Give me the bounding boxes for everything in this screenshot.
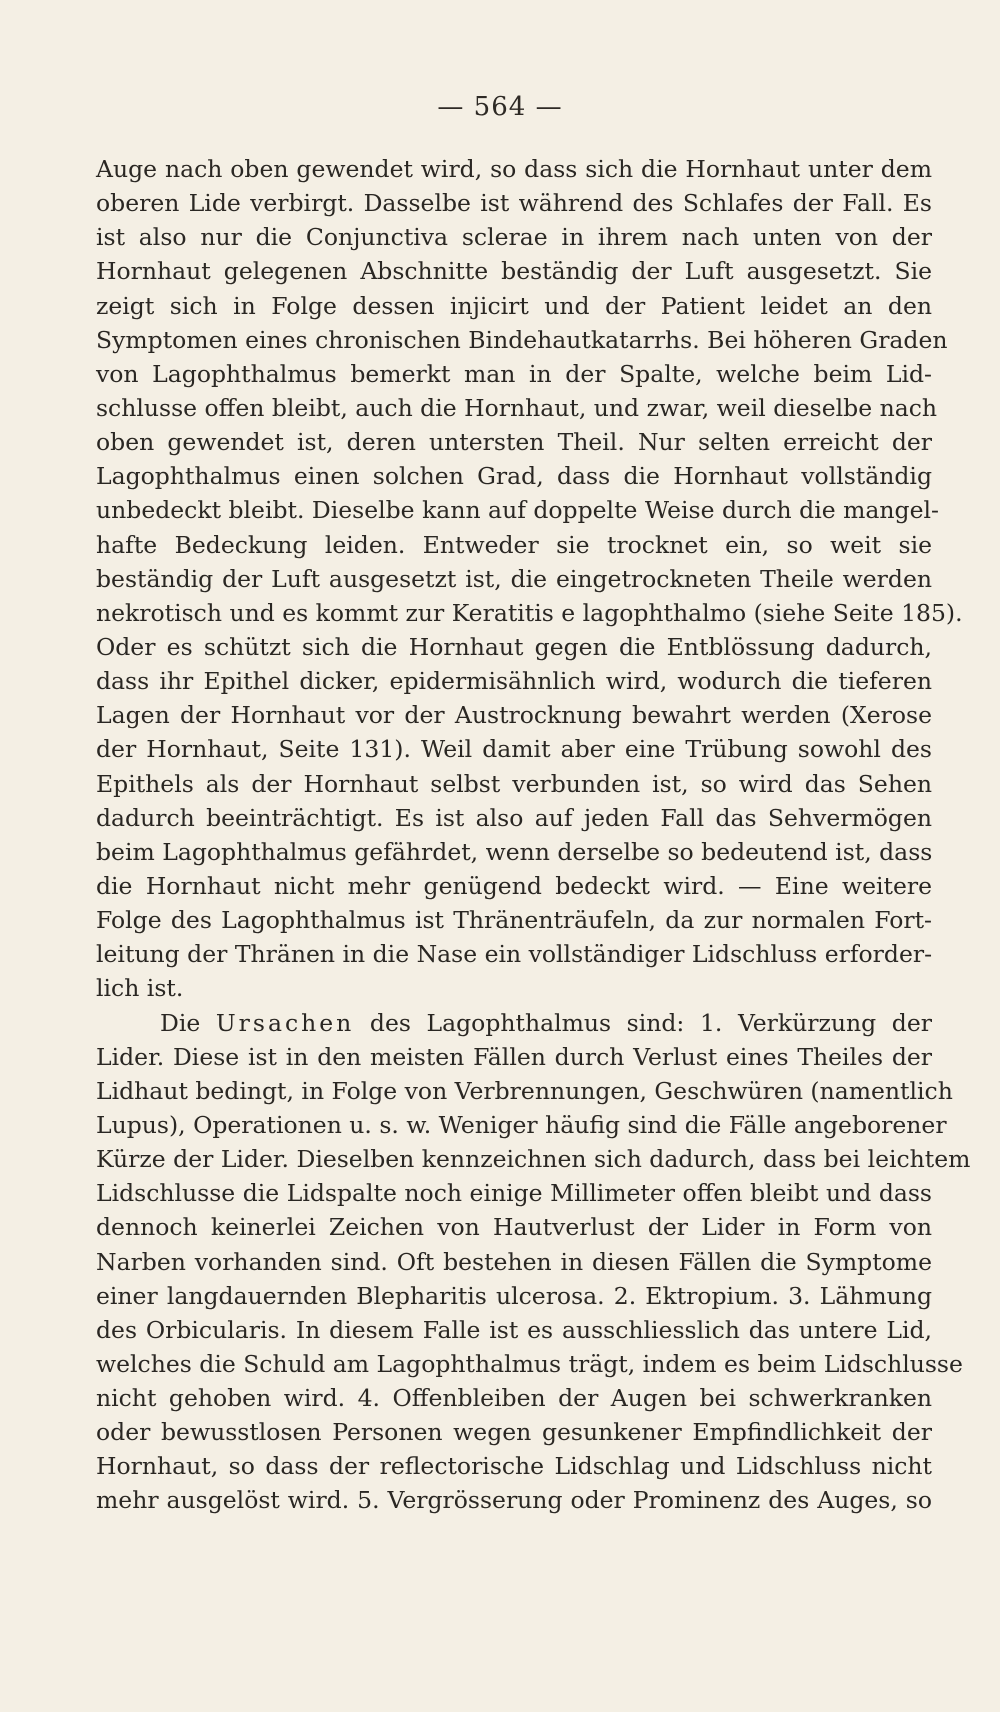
text-line: nekrotisch und es kommt zur Keratitis e lagophthalmo (siehe Seite 185). [96, 598, 963, 627]
text-line: dass ihr Epithel dicker, epidermisähnlich wird, wodurch die tieferen [96, 667, 932, 696]
text-fragment: Die [160, 1008, 216, 1037]
text-line: mehr ausgelöst wird. 5. Vergrösserung oder Prominenz des Auges, so [96, 1486, 932, 1515]
emphasized-word: Ursachen [215, 1008, 355, 1037]
text-fragment: des Lagophthalmus sind: 1. Verkürzung der [354, 1008, 932, 1037]
text-line: welches die Schuld am Lagophthalmus trägt, indem es beim Lidschlusse [96, 1349, 963, 1378]
text-line: des Orbicularis. In diesem Falle ist es ausschliesslich das untere Lid, [96, 1315, 932, 1344]
text-line: Lupus), Operationen u. s. w. Weniger häufig sind die Fälle angeborener [96, 1110, 947, 1139]
body-text [96, 152, 971, 1518]
text-line: dennoch keinerlei Zeichen von Hautverlust der Lider in Form von [96, 1213, 932, 1242]
text-line: Lagophthalmus einen solchen Grad, dass die Hornhaut vollständig [96, 462, 932, 491]
text-line: Lidhaut bedingt, in Folge von Verbrennungen, Geschwüren (namentlich [96, 1076, 953, 1105]
text-line: hafte Bedeckung leiden. Entweder sie trocknet ein, so weit sie [96, 530, 932, 559]
text-line: schlusse offen bleibt, auch die Hornhaut, und zwar, weil dieselbe nach [96, 393, 938, 422]
text-line: nicht gehoben wird. 4. Offenbleiben der Augen bei schwerkranken [96, 1384, 932, 1413]
text-line: Hornhaut, so dass der reflectorische Lidschlag und Lidschluss nicht [96, 1452, 932, 1481]
paragraph-start-line [96, 1006, 932, 1040]
text-line: Lider. Diese ist in den meisten Fällen durch Verlust eines Theiles der [96, 1042, 932, 1071]
text-line: beim Lagophthalmus gefährdet, wenn derselbe so bedeutend ist, dass [96, 837, 933, 866]
text-line: zeigt sich in Folge dessen injicirt und der Patient leidet an den [96, 291, 932, 320]
text-line: Lagen der Hornhaut vor der Austrocknung bewahrt werden (Xerose [96, 701, 932, 730]
text-line: Narben vorhanden sind. Oft bestehen in diesen Fällen die Symptome [96, 1247, 932, 1276]
text-line: Epithels als der Hornhaut selbst verbunden ist, so wird das Sehen [96, 769, 932, 798]
text-line: der Hornhaut, Seite 131). Weil damit aber eine Trübung sowohl des [96, 735, 932, 764]
text-line: Auge nach oben gewendet wird, so dass sich die Hornhaut unter dem [96, 155, 932, 183]
text-line: beständig der Luft ausgesetzt ist, die eingetrockneten Theile werden [96, 564, 932, 593]
text-line: oberen Lide verbirgt. Dasselbe ist während des Schlafes der Fall. Es [96, 189, 932, 218]
page-number: — 564 — [437, 92, 563, 122]
text-line: Oder es schützt sich die Hornhaut gegen die Entblössung dadurch, [96, 632, 932, 661]
text-line: unbedeckt bleibt. Dieselbe kann auf doppelte Weise durch die mangel- [96, 496, 939, 525]
text-line: leitung der Thränen in die Nase ein vollständiger Lidschluss erforder- [96, 940, 933, 969]
text-line: Lidschlusse die Lidspalte noch einige Millimeter offen bleibt und dass [96, 1179, 932, 1208]
text-line: Symptomen eines chronischen Bindehautkatarrhs. Bei höheren Graden [96, 325, 948, 354]
text-line: Hornhaut gelegenen Abschnitte beständig der Luft ausgesetzt. Sie [96, 257, 932, 286]
text-line: Kürze der Lider. Dieselben kennzeichnen sich dadurch, dass bei leichtem [96, 1145, 971, 1174]
text-line: die Hornhaut nicht mehr genügend bedeckt wird. — Eine weitere [96, 871, 932, 900]
text-line: dadurch beeinträchtigt. Es ist also auf jeden Fall das Sehvermögen [96, 803, 932, 832]
text-line: lich ist. [96, 974, 184, 1003]
text-line: einer langdauernden Blepharitis ulcerosa. 2. Ektropium. 3. Lähmung [96, 1281, 932, 1310]
text-line: oder bewusstlosen Personen wegen gesunkener Empfindlichkeit der [96, 1418, 932, 1447]
text-line: von Lagophthalmus bemerkt man in der Spalte, welche beim Lid- [96, 359, 932, 388]
text-line: oben gewendet ist, deren untersten Theil. Nur selten erreicht der [96, 428, 932, 457]
text-line: Folge des Lagophthalmus ist Thränenträufeln, da zur normalen Fort- [96, 906, 932, 935]
text-line: ist also nur die Conjunctiva sclerae in ihrem nach unten von der [96, 223, 932, 252]
